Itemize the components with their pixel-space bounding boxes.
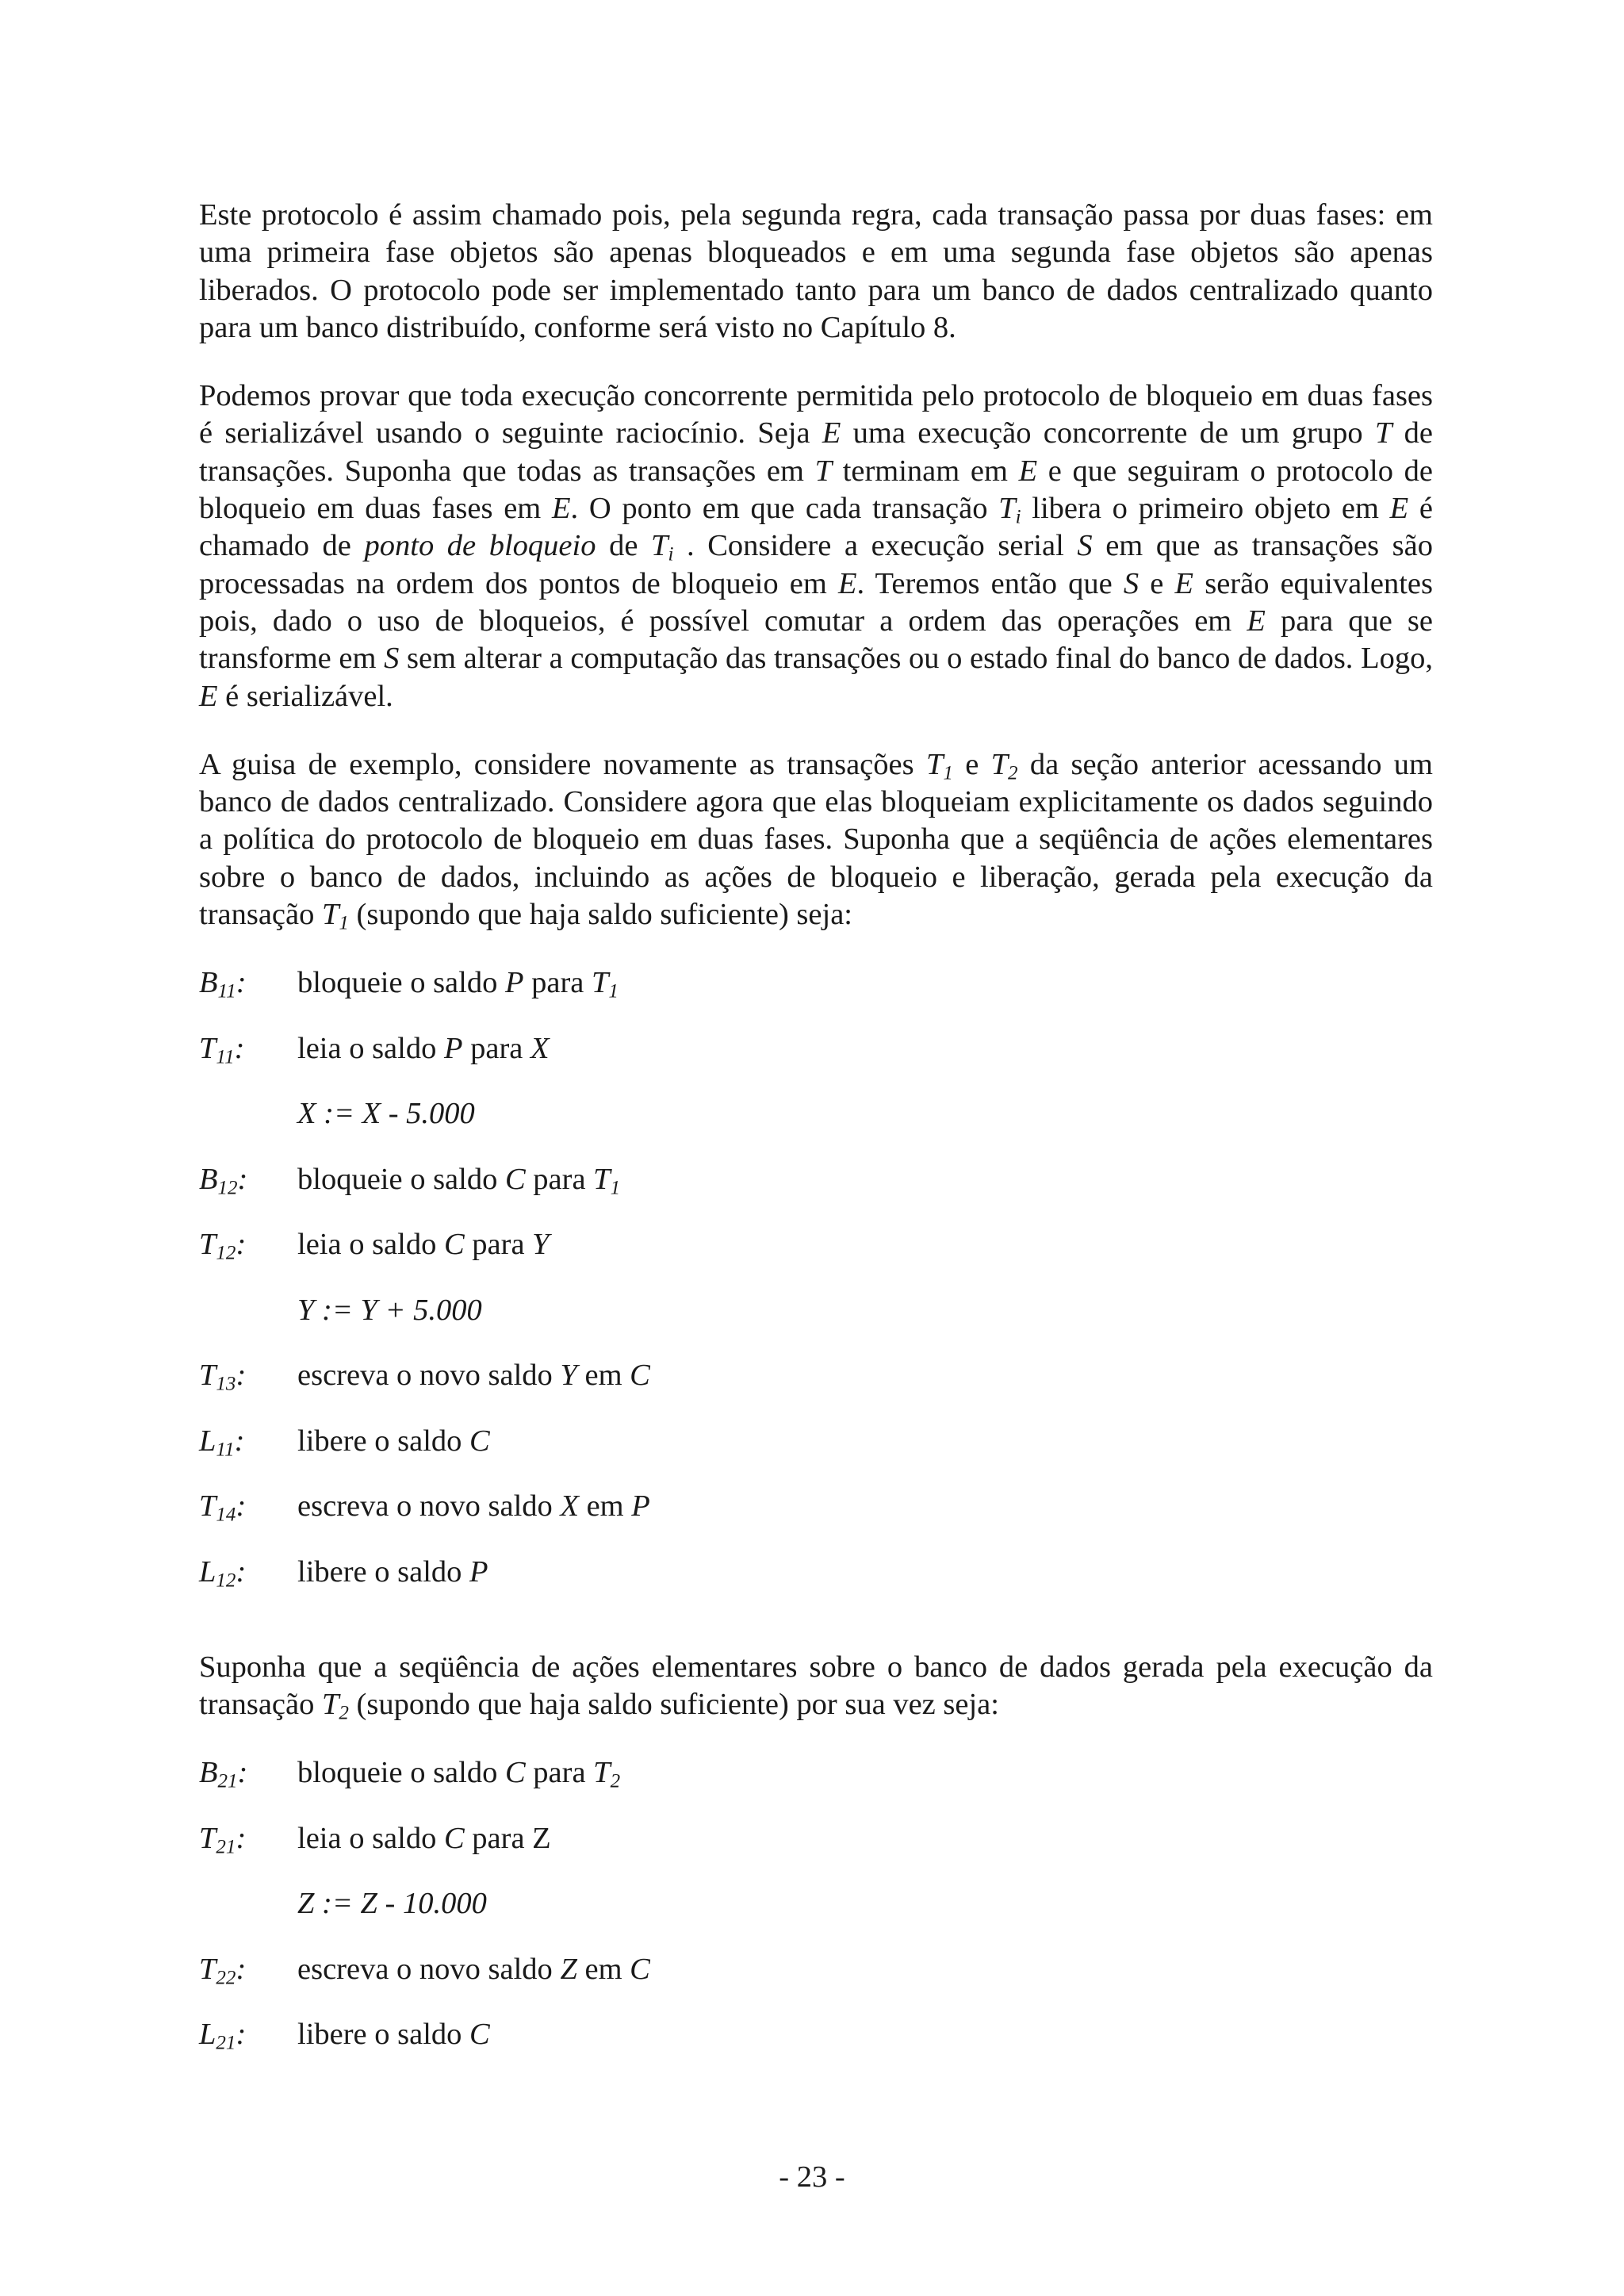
action-label: $L_{21}$: — [199, 2018, 247, 2054]
text: de transações. Suponha que todas as transações em — [199, 416, 1434, 488]
text: é chamado de — [199, 492, 1433, 563]
text: . Teremos então que — [856, 566, 1124, 600]
action-label: $T_{11}$: — [199, 1031, 245, 1068]
text: (supondo que haja saldo suficiente) por sua vez seja: — [348, 1688, 999, 1722]
text: libera o primeiro objeto em — [1021, 492, 1390, 526]
action-label — [199, 1292, 297, 1329]
action-label — [199, 1885, 297, 1922]
action-label: $T_{14}$: — [199, 1489, 247, 1526]
text: em que as transações são processadas na ordem dos pontos de bloqueio em — [199, 529, 1433, 600]
list-item — [199, 1226, 1433, 1263]
text: A guisa de exemplo, considere novamente as transações — [199, 747, 926, 781]
paragraph-4 — [199, 1649, 1433, 1724]
action-desc: escreva o novo saldo Z em C — [297, 1952, 650, 1986]
text: Suponha que a seqüência de ações elementares sobre o banco de dados gerada pela execução da transação — [199, 1650, 1433, 1722]
list-item — [199, 1292, 1433, 1329]
var-e: E — [1247, 604, 1266, 638]
list-item — [199, 1161, 1433, 1198]
var-s: S — [1077, 529, 1093, 563]
action-label — [199, 1095, 297, 1133]
term-ponto-de-bloqueio: ponto de bloqueio — [364, 529, 596, 563]
text: para que se transforme em — [199, 604, 1434, 676]
subscript: 1 — [943, 762, 953, 784]
text: e — [952, 747, 991, 781]
action-label: $T_{12}$: — [199, 1228, 247, 1264]
list-item — [199, 1951, 1433, 1988]
action-desc: leia o saldo C para Z — [297, 1821, 551, 1855]
text: e — [1139, 566, 1175, 600]
text: . O ponto em que cada transação — [570, 492, 999, 526]
subscript: i — [1015, 506, 1021, 528]
list-item — [199, 964, 1433, 1002]
paragraph-3 — [199, 746, 1433, 933]
list-item — [199, 1554, 1433, 1591]
action-list-t1 — [199, 964, 1433, 1591]
text: da seção anterior acessando um banco de dados centralizado. Considere agora que elas bloqueiam explicitamente os dados seguindo a política do protocolo de bloqueio em duas fases. Suponha que a seqüência de ações elementares sobre o banco de dados, incluindo as ações de bloqueio e liberação, gerada pela execução da transação — [199, 747, 1434, 932]
list-item — [199, 1423, 1433, 1460]
var-e: E — [1389, 492, 1409, 526]
action-desc: bloqueie o saldo C para $T_2$ — [297, 1756, 621, 1792]
var-e: E — [551, 492, 571, 526]
action-label: $T_{22}$: — [199, 1952, 247, 1989]
var-s: S — [1123, 566, 1139, 600]
action-label: $L_{11}$: — [199, 1424, 245, 1461]
subscript: i — [668, 543, 674, 565]
text: sem alterar a computação das transações ou o estado final do banco de dados. Logo, — [399, 642, 1433, 676]
action-desc: bloqueie o saldo P para $T_1$ — [297, 966, 619, 1002]
action-label: $B_{11}$: — [199, 966, 247, 1002]
list-item — [199, 1357, 1433, 1394]
var-t1: T — [321, 898, 339, 932]
var-e: E — [1018, 454, 1038, 488]
action-desc: libere o saldo P — [297, 1554, 488, 1589]
action-desc: escreva o novo saldo Y em C — [297, 1359, 650, 1393]
action-desc: leia o saldo P para X — [297, 1031, 550, 1065]
subscript: 2 — [339, 1702, 349, 1724]
action-formula: Y := Y + 5.000 — [297, 1293, 482, 1327]
list-item — [199, 2016, 1433, 2053]
list-item — [199, 1030, 1433, 1068]
subscript: 2 — [1008, 762, 1018, 784]
list-item — [199, 1754, 1433, 1792]
paragraph-1: Este protocolo é assim chamado pois, pela segunda regra, cada transação passa por duas fases: em uma primeira fase objetos são apenas bloqueados e em uma segunda fase objetos são apenas liberados. O protocolo pode ser implementado tanto para um banco de dados centralizado quanto para um banco distribuído, conforme será visto no Capítulo 8. — [199, 198, 1433, 344]
text: terminam em — [832, 454, 1019, 488]
action-formula: X := X - 5.000 — [297, 1097, 475, 1131]
list-item — [199, 1820, 1433, 1857]
action-desc: libere o saldo C — [297, 1424, 490, 1458]
var-e: E — [1174, 566, 1194, 600]
var-ti: T — [998, 492, 1016, 526]
text: de — [596, 529, 652, 563]
action-label: $B_{21}$: — [199, 1756, 248, 1792]
action-label: $B_{12}$: — [199, 1162, 248, 1199]
action-label: $L_{12}$: — [199, 1554, 247, 1592]
action-label: $T_{21}$: — [199, 1821, 247, 1858]
subscript: 1 — [339, 912, 349, 934]
action-list-t2 — [199, 1754, 1433, 2053]
paragraph-2 — [199, 378, 1433, 715]
action-desc: escreva o novo saldo X em P — [297, 1489, 650, 1524]
var-s: S — [384, 642, 400, 676]
action-desc: leia o saldo C para Y — [297, 1228, 550, 1262]
action-desc: bloqueie o saldo C para $T_1$ — [297, 1162, 621, 1199]
list-item — [199, 1885, 1433, 1922]
text: . Considere a execução serial — [673, 529, 1078, 563]
var-t1: T — [925, 747, 944, 781]
text: Podemos provar que toda execução concorrente permitida pelo protocolo de bloqueio em duas fases é serializável usando o seguinte raciocínio. Seja — [199, 379, 1433, 450]
text: serão equivalentes pois, dado o uso de bloqueios, é possível comutar a ordem das operações em — [199, 566, 1434, 638]
var-ti: T — [651, 529, 668, 563]
page-number: - 23 - — [779, 2160, 845, 2194]
document-page — [199, 197, 1433, 2053]
list-item — [199, 1095, 1433, 1133]
var-e: E — [822, 416, 841, 450]
action-label: $T_{13}$: — [199, 1359, 247, 1395]
var-e: E — [837, 566, 857, 600]
var-t: T — [814, 454, 833, 488]
var-t2: T — [321, 1688, 339, 1722]
var-t: T — [1374, 416, 1392, 450]
action-desc: libere o saldo C — [297, 2018, 490, 2052]
text: e que seguiram o protocolo de bloqueio em duas fases em — [199, 454, 1433, 526]
action-formula: Z := Z - 10.000 — [297, 1887, 487, 1921]
text: uma execução concorrente de um grupo — [841, 416, 1375, 450]
var-t2: T — [990, 747, 1009, 781]
text: é serializável. — [217, 679, 393, 713]
list-item — [199, 1488, 1433, 1525]
var-e: E — [199, 679, 218, 713]
text: (supondo que haja saldo suficiente) seja: — [348, 898, 852, 932]
